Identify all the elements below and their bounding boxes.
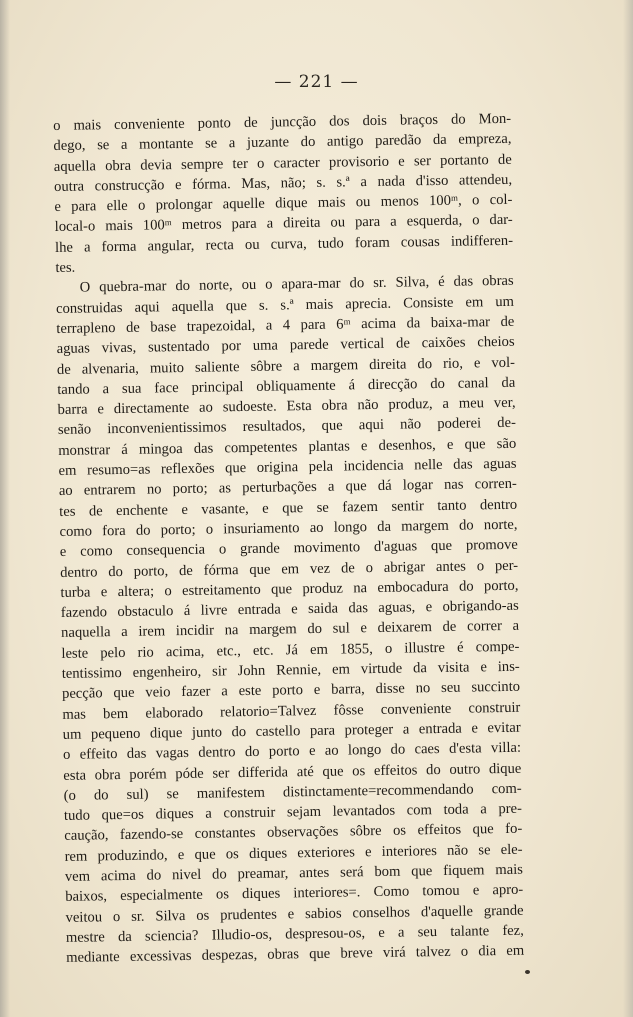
text-line: barra e directamente ao sudoeste. Esta obra não produz, a meu ver,: [57, 394, 516, 419]
text-line: dentro do porto, de fórma que em vez de o abrigar antes o per-: [60, 557, 519, 581]
text-line: aguas vivas, sustentado por uma parede vertical de caixões cheios: [56, 334, 515, 358]
text-line: caução, fazendo-se constantes observações sôbre os effeitos que fo-: [64, 821, 523, 845]
text-line: tando a sua face principal obliquamente á direcção do canal da: [57, 374, 516, 398]
text-line: de alvenaria, muito saliente sôbre a margem direita do rio, e vol-: [56, 354, 516, 378]
text-line: mestre da sciencia? Illudio-os, despresou-os, e a seu talante fez,: [65, 922, 524, 946]
text-line: ao entrarem no porto; as perturbações a que dá logar nas corren-: [58, 476, 517, 500]
text-line: lhe a forma angular, recta ou curva, tudo foram cousas indifferen-: [54, 232, 514, 256]
text-line: turba e altera; o estreitamento que produz na embocadura do porto,: [60, 577, 519, 601]
text-line: e para elle o prolongar aquelle dique mais ou menos 100ᵐ, o col-: [54, 191, 513, 216]
text-line: senão inconvenientissimos resultados, que aqui não poderei de-: [57, 415, 517, 439]
text-line: local-o mais 100ᵐ metros para a direita ou para a esquerda, o dar-: [54, 212, 513, 236]
text-line: veitou o sr. Silva os prudentes e sabios conselhos d'aquelle grande: [65, 902, 524, 926]
text-line: monstrar á mingoa das competentes plantas e desenhos, e que são: [58, 435, 517, 459]
text-line: construidas aqui aquella que s. s.ª mais aprecia. Consiste em um: [55, 293, 515, 317]
text-line: tudo que=os diques a construir sejam levantados com toda a pre-: [63, 800, 523, 825]
text-line: o mais conveniente ponto de juncção dos dois braços do Mon-: [53, 110, 512, 134]
page-edge-shadow-left: [0, 0, 10, 1017]
text-line: rem produzindo, e que os diques exteriores e interiores não se ele-: [64, 841, 523, 865]
page-number: — 221 —: [274, 72, 359, 92]
text-line: dego, se a montante se a juzante do antigo paredão da empreza,: [53, 131, 512, 155]
text-line: esta obra porém póde ser differida até que os effeitos do outro dique: [63, 760, 522, 784]
text-line: terrapleno de base trapezoidal, a 4 para 6ᵐ acima da baixa-mar de: [56, 313, 515, 337]
text-line: mediante excessivas despezas, obras que breve virá talvez o dia em: [66, 942, 525, 967]
body-text: [53, 109, 524, 969]
text-line: O quebra-mar do norte, ou o apara-mar do sr. Silva, é das obras: [79, 273, 514, 296]
text-line: tes.: [55, 259, 76, 277]
ink-spot: [525, 970, 530, 974]
text-line: mas bem elaborado relatorio=Talvez fôsse conveniente construir: [62, 699, 521, 723]
text-line: aquella obra devia sempre ter o caracter provisorio e ser portanto de: [53, 151, 512, 175]
text-line: outra construcção e fórma. Mas, não; s. s.ª a nada d'isso attendeu,: [53, 171, 513, 195]
text-line: leste pelo rio acima, etc., etc. Já em 1855, o illustre é compe-: [61, 638, 520, 662]
text-line: como fora do porto; o insuriamento ao longo da margem do norte,: [59, 516, 518, 540]
text-line: (o do sul) se manifestem distinctamente=recommendando com-: [63, 780, 522, 804]
text-line: um pequeno dique junto do castello para proteger a entrada e evitar: [62, 719, 521, 743]
text-line: tes de enchente e vasante, e que se fazem sentir tanto dentro: [59, 496, 518, 520]
text-line: pecção que veio fazer a este porto e barra, disse no seu succinto: [61, 679, 521, 703]
text-line: o effeito das vagas dentro do porto e ao longo do caes d'esta villa:: [62, 739, 522, 764]
text-line: vem acima do nivel do preamar, antes será bom que fiquem mais: [64, 861, 524, 885]
text-line: tentissimo engenheiro, sir John Rennie, em virtude da visita e ins-: [61, 658, 520, 682]
text-line: naquella a irem incidir na margem do sul e deixarem de correr a: [61, 618, 520, 642]
text-line: baixos, especialmente os diques interiores=. Como tomou e apro-: [65, 881, 524, 906]
text-line: fazendo obstaculo á livre entrada e saida das aguas, e obrigando-as: [60, 597, 519, 622]
text-line: em resumo=as reflexões que origina pela incidencia nelle das aguas: [58, 455, 517, 480]
page-edge-shadow-right: [623, 0, 633, 1017]
text-line: e como consequencia o grande movimento d'aguas que promove: [59, 536, 518, 561]
